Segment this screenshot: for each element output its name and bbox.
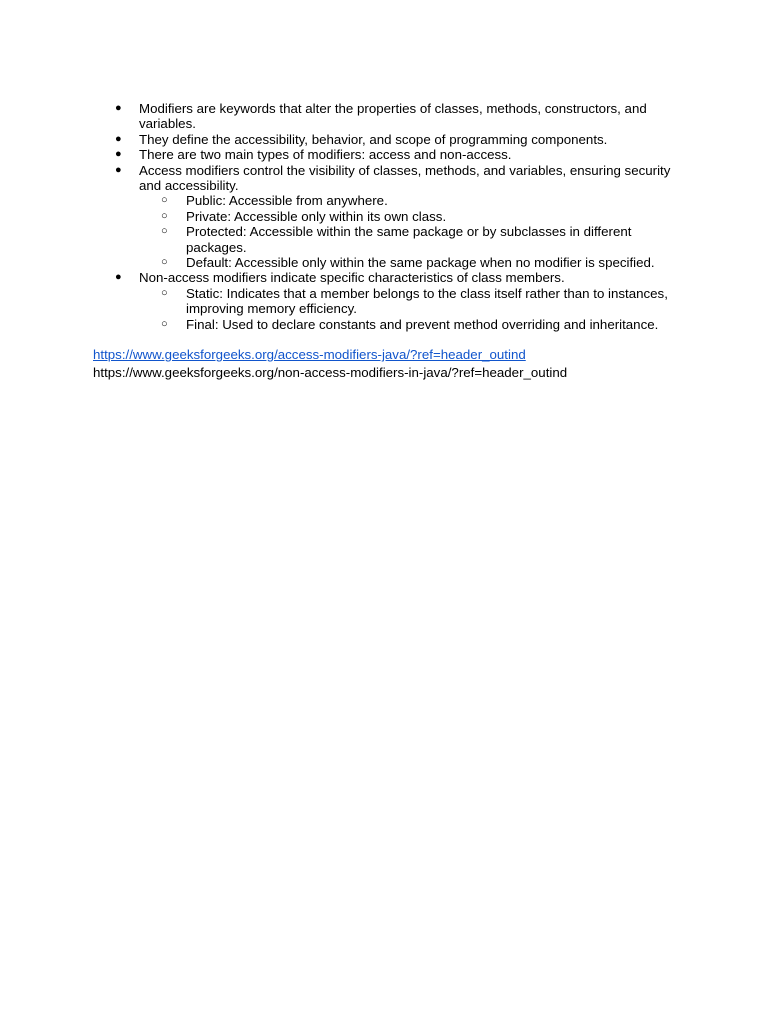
list-item-text: Access modifiers control the visibility of classes, methods, and variables, ensuring security and accessibility. bbox=[139, 162, 671, 194]
filled-bullet-icon: ● bbox=[115, 271, 122, 284]
list-item-text: Non-access modifiers indicate specific characteristics of class members. bbox=[139, 270, 565, 286]
list-item bbox=[93, 163, 683, 271]
list-item bbox=[93, 132, 683, 147]
filled-bullet-icon: ● bbox=[115, 163, 122, 176]
sub-list-item-text: Protected: Accessible within the same package or by subclasses in different packages. bbox=[186, 224, 632, 255]
sub-list-item-text: Private: Accessible only within its own class. bbox=[186, 208, 447, 224]
sub-list-item-text: Final: Used to declare constants and prevent method overriding and inheritance. bbox=[186, 316, 659, 332]
sub-list-item-text: Public: Accessible from anywhere. bbox=[186, 193, 388, 209]
hollow-bullet-icon: ○ bbox=[161, 209, 168, 222]
hollow-bullet-icon: ○ bbox=[161, 317, 168, 330]
sub-list-item bbox=[139, 286, 683, 317]
sub-list-item bbox=[139, 209, 683, 224]
access-modifiers-link[interactable]: https://www.geeksforgeeks.org/access-modifiers-java/?ref=header_outind bbox=[93, 347, 526, 363]
hollow-bullet-icon: ○ bbox=[161, 256, 168, 269]
hollow-bullet-icon: ○ bbox=[161, 194, 168, 207]
filled-bullet-icon: ● bbox=[115, 132, 122, 145]
hollow-bullet-icon: ○ bbox=[161, 225, 168, 238]
list-item-text: There are two main types of modifiers: access and non-access. bbox=[139, 147, 512, 163]
sub-list-item bbox=[139, 317, 683, 332]
bullet-list bbox=[93, 101, 683, 332]
list-item bbox=[93, 101, 683, 132]
sub-bullet-list bbox=[139, 286, 683, 332]
non-access-modifiers-url: https://www.geeksforgeeks.org/non-access-modifiers-in-java/?ref=header_outind bbox=[93, 365, 568, 381]
sub-list-item-text: Default: Accessible only within the same package when no modifier is specified. bbox=[186, 255, 655, 271]
sub-bullet-list bbox=[139, 193, 683, 270]
reference-links bbox=[93, 346, 683, 382]
sub-list-item bbox=[139, 224, 683, 255]
list-item bbox=[93, 270, 683, 332]
list-item-text: Modifiers are keywords that alter the properties of classes, methods, constructors, and variables. bbox=[139, 101, 647, 132]
sub-list-item-text: Static: Indicates that a member belongs to the class itself rather than to instances, improving memory efficiency. bbox=[186, 285, 668, 317]
hollow-bullet-icon: ○ bbox=[161, 286, 168, 299]
filled-bullet-icon: ● bbox=[115, 148, 122, 161]
filled-bullet-icon: ● bbox=[115, 102, 122, 114]
document-content bbox=[93, 101, 683, 382]
sub-list-item bbox=[139, 255, 683, 270]
list-item-text: They define the accessibility, behavior, and scope of programming components. bbox=[139, 131, 608, 147]
list-item bbox=[93, 147, 683, 162]
sub-list-item bbox=[139, 193, 683, 208]
